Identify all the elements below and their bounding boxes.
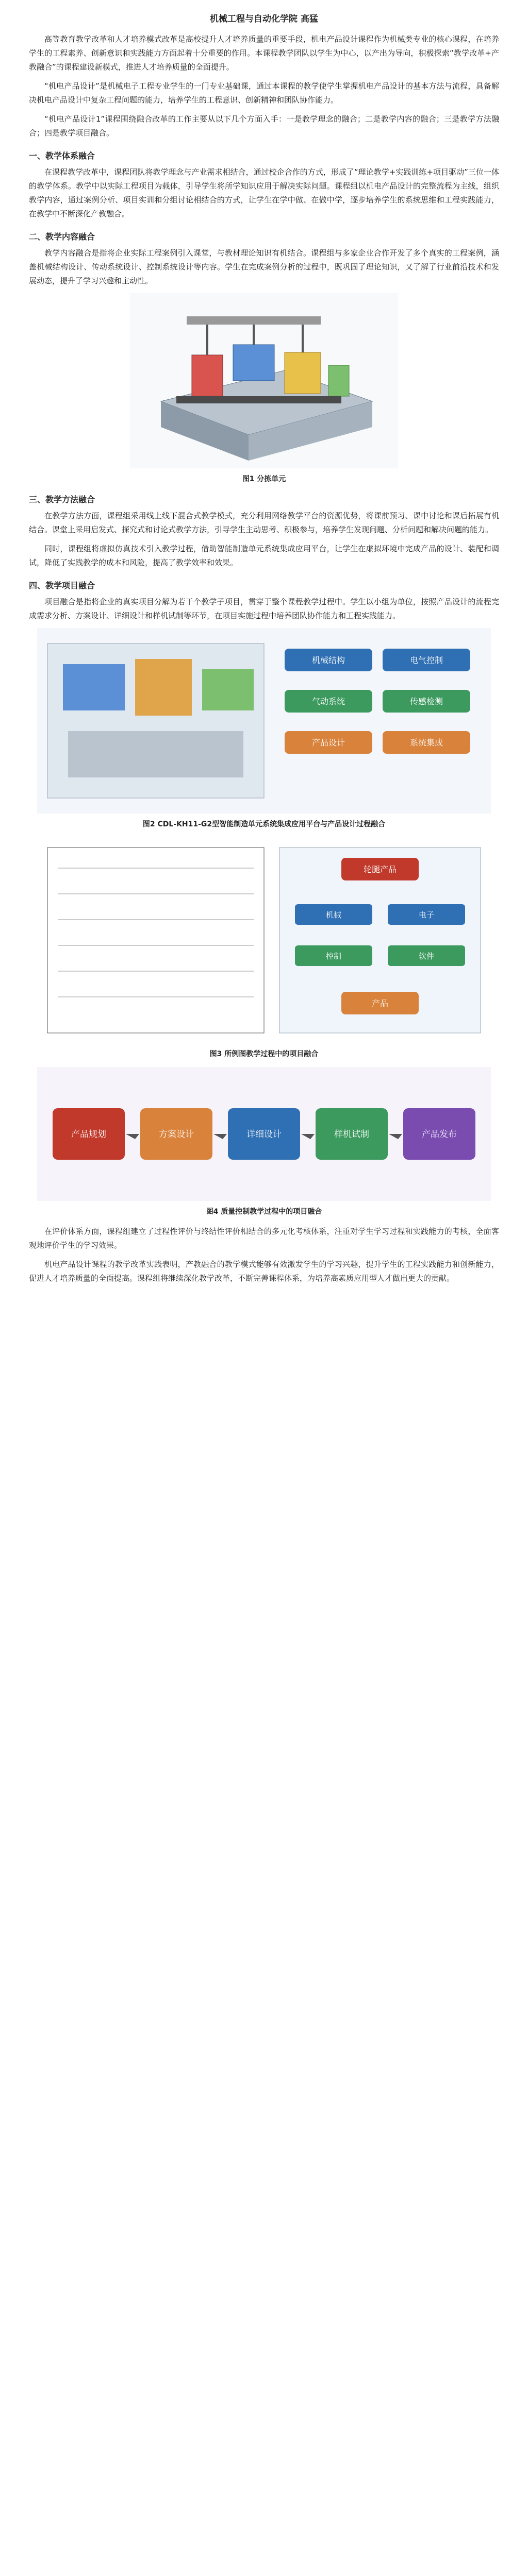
- figure-1: [29, 293, 499, 470]
- figure-caption: 图3 所例图教学过程中的项目融合: [209, 1050, 319, 1058]
- paragraph: 教学内容融合是指将企业实际工程案例引入课堂，与教材理论知识有机结合。课程组与多家企业合作开发了多个真实的工程案例，涵盖机械结构设计、传动系统设计、控制系统设计等内容。学生在完成案例分析的过程中，既巩固了理论知识，又了解了行业前沿技术和发展动态，提升了学习兴趣和主动性。: [29, 248, 499, 285]
- paragraph: 项目融合是指将企业的真实项目分解为若干个教学子项目，贯穿于整个课程教学过程中。学生以小组为单位，按照产品设计的流程完成需求分析、方案设计、详细设计和样机试制等环节，在项目实施过程中培养团队协作能力和工程实践能力。: [29, 597, 499, 620]
- figure-3: [29, 837, 499, 1045]
- section-heading: 四、教学项目融合: [29, 581, 95, 590]
- diagram-label: 电气控制: [409, 655, 443, 665]
- diagram-label: 产品规划: [71, 1129, 106, 1140]
- diagram-label: 产品发布: [422, 1129, 457, 1140]
- diagram-label: 气动系统: [311, 697, 345, 706]
- diagram-label: 产品设计: [311, 738, 345, 748]
- diagram-label: 系统集成: [409, 738, 443, 748]
- paragraph: 在评价体系方面，课程组建立了过程性评价与终结性评价相结合的多元化考核体系，注重对学生学习过程和实践能力的考核，全面客观地评价学生的学习效果。: [29, 1227, 499, 1250]
- diagram-label: 样机试制: [334, 1129, 369, 1140]
- section-heading: 三、教学方法融合: [29, 495, 95, 504]
- paragraph: 在课程教学改革中，课程团队将教学理念与产业需求相结合，通过校企合作的方式，形成了“理论教学+实践训练+项目驱动”三位一体的教学体系。教学中以实际工程项目为载体，引导学生将所学知识应用于解决实际问题。课程组以机电产品设计的完整流程为主线，组织教学内容，通过案例分析、项目实训和分组讨论相结合的方式，让学生在学中做、在做中学，逐步培养学生的系统思维和工程实践能力，在教学中不断深化产教融合。: [29, 167, 499, 218]
- article-title: 机械工程与自动化学院 高猛: [210, 14, 318, 24]
- paragraph: 高等教育教学改革和人才培养模式改革是高校提升人才培养质量的重要手段，机电产品设计课程作为机械类专业的核心课程，在培养学生的工程素养、创新意识和实践能力方面起着十分重要的作用。本课程教学团队以学生为中心，以产出为导向，积极探索“教学改革+产教融合”的课程建设新模式，推进人才培养质量的全面提升。: [29, 35, 499, 72]
- quality-control-flow-diagram: [37, 1067, 491, 1201]
- figure-caption: 图4 质量控制教学过程中的项目融合: [206, 1208, 322, 1216]
- figure-4: [29, 1067, 499, 1203]
- figure-caption: 图1 分拣单元: [242, 475, 286, 483]
- paragraph: 在教学方法方面，课程组采用线上线下混合式教学模式，充分利用网络教学平台的资源优势，将课前预习、课中讨论和课后拓展有机结合。课堂上采用启发式、探究式和讨论式教学方法，引导学生主动思考、积极参与，培养学生发现问题、分析问题和解决问题的能力。: [29, 511, 499, 534]
- diagram-label: 方案设计: [159, 1129, 194, 1140]
- diagram-label: 控制: [325, 952, 342, 961]
- figure-2: [29, 628, 499, 816]
- figure-caption: 图2 CDL-KH11-G2型智能制造单元系统集成应用平台与产品设计过程融合: [142, 820, 386, 828]
- paragraph: 机电产品设计课程的教学改革实践表明，产教融合的教学模式能够有效激发学生的学习兴趣，提升学生的工程实践能力和创新能力，促进人才培养质量的全面提高。课程组将继续深化教学改革，不断完善课程体系，为培养高素质应用型人才做出更大的贡献。: [29, 1260, 499, 1283]
- paragraph: “机电产品设计”是机械电子工程专业学生的一门专业基础课，通过本课程的教学使学生掌握机电产品设计的基本方法与流程，具备解决机电产品设计中复杂工程问题的能力，培养学生的工程意识、创新精神和团队协作能力。: [29, 81, 499, 105]
- diagram-label: 传感检测: [409, 697, 443, 706]
- paragraph: “机电产品设计1”课程围绕融合改革的工作主要从以下几个方面入手：一是教学理念的融合；二是教学内容的融合；三是教学方法融合；四是教学项目融合。: [29, 114, 499, 138]
- article-page: [0, 11, 528, 2576]
- diagram-label: 轮腿产品: [363, 865, 397, 874]
- diagram-label: 详细设计: [246, 1129, 282, 1140]
- section-heading: 一、教学体系融合: [29, 151, 95, 161]
- diagram-label: 机械: [325, 910, 342, 920]
- diagram-label: 产品: [371, 998, 389, 1008]
- diagram-label: 电子: [418, 910, 435, 920]
- diagram-label: 机械结构: [311, 655, 345, 665]
- integration-platform-diagram: [37, 628, 491, 814]
- sorting-unit-illustration: [130, 293, 398, 468]
- paragraph: 同时，课程组将虚拟仿真技术引入教学过程，借助智能制造单元系统集成应用平台，让学生在虚拟环境中完成产品的设计、装配和调试，降低了实践教学的成本和风险，提高了教学效率和效果。: [29, 544, 499, 567]
- case-diagram: [37, 837, 491, 1043]
- section-heading: 二、教学内容融合: [29, 232, 95, 242]
- diagram-label: 软件: [418, 952, 435, 961]
